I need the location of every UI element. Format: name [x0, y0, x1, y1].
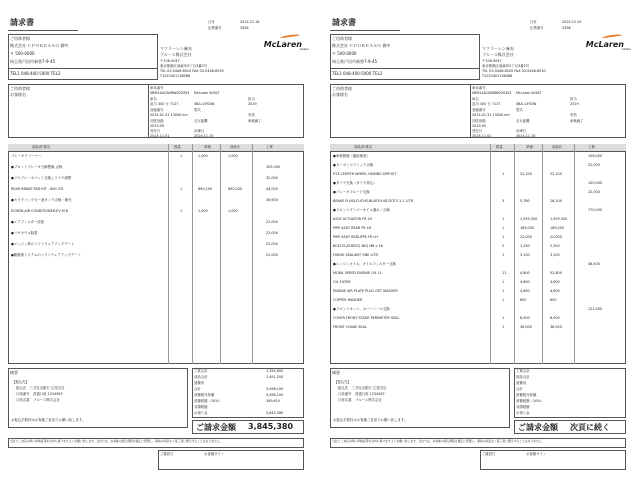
sign-date-label: ご確認日	[160, 452, 174, 456]
vehicle-value-inspection: 有効	[570, 113, 577, 117]
item-name: ●フロントキット、カバーシール交換	[333, 307, 390, 311]
vehicle-divider	[148, 84, 149, 138]
item-qty: 1	[502, 253, 505, 257]
vehicle-label: 受付日	[150, 129, 161, 133]
summary-value: 3,496,100	[266, 387, 284, 391]
item-qty: 1	[502, 298, 505, 302]
meta-label: 伝票番号	[208, 26, 222, 30]
item-unit-price: 1,000	[198, 209, 208, 213]
meta-label: 日付	[208, 20, 215, 24]
item-name: ●エンジンオイル、オイルフィルター交換	[333, 262, 396, 266]
vehicle-label: 受付日	[472, 129, 483, 133]
item-labor: 26,600	[266, 198, 278, 202]
meta-value: 3396	[562, 26, 571, 30]
bank-line: 口座名義 ブルース株式会社	[338, 398, 382, 402]
column-header: 工賃	[588, 145, 595, 149]
column-header: 部品/作業名	[354, 145, 373, 149]
vehicle-label: 担当	[570, 97, 577, 101]
vehicle-value-mileage: 2024.01.31 13000 km	[472, 113, 510, 117]
item-parts-cost: 26,100	[550, 199, 562, 203]
issuer-name-2: ブルース株式会社	[482, 52, 514, 57]
invoice-page-left	[8, 18, 310, 470]
customer-zip: 〒 500-0000	[10, 51, 35, 56]
summary-value: 1,354,800	[266, 369, 284, 373]
vehicle-label: 登録番号	[150, 108, 164, 112]
item-labor: 32,000	[266, 176, 278, 180]
vehicle-label-gomeisha: ご用命者様	[10, 86, 30, 91]
item-parts-cost: 1,000	[228, 154, 238, 158]
item-name: PIPE ASSY REDUPPS FR LH	[333, 235, 378, 239]
vehicle-value-inspection: 有効	[248, 113, 255, 117]
vehicle-value-kata: 4BA-13YDW	[516, 102, 537, 106]
item-qty: 1	[502, 325, 505, 329]
item-name: BOLT-FLAT-BELT(-ND) M8 x 16	[333, 244, 383, 248]
customer-zip: 〒 500-0000	[332, 51, 357, 56]
summary-label: 非課税額	[516, 405, 530, 409]
item-name: PIPE ASSY REAR FR LH	[333, 226, 372, 230]
vehicle-label-customer: お客様名	[10, 92, 26, 97]
vehicle-label: 車検満了	[570, 119, 584, 123]
item-name: ●ブレーキフルード交換	[333, 190, 370, 194]
item-name: P13 CENTER WHEEL HUBING DRP KIT	[333, 172, 397, 176]
vehicle-divider	[470, 84, 471, 138]
item-unit-price: 3,100	[520, 253, 530, 257]
item-qty: 1	[502, 172, 505, 176]
item-unit-price: 189,000	[520, 226, 535, 230]
item-labor: 22,000	[266, 220, 278, 224]
item-parts-cost: 890,200	[228, 187, 243, 191]
column-header: 部品代	[552, 145, 563, 149]
item-unit-price: 4,800	[520, 271, 530, 275]
item-labor: 121,000	[588, 307, 603, 311]
item-name: SCREW-AIR CONDITIONER-EV M 6	[11, 209, 68, 213]
notes-label: 摘要	[10, 370, 18, 375]
vehicle-label: 走行距離	[516, 119, 530, 123]
customer-label-gomeisha: ご用命者様	[10, 36, 30, 41]
item-qty: 1	[502, 289, 505, 293]
vehicle-label: 出庫日	[516, 129, 527, 133]
column-header: 部品代	[230, 145, 241, 149]
bank-label: 【振込先】	[12, 380, 29, 384]
meta-value: 2024.12.29	[562, 20, 582, 24]
item-name: ●カラクリングカー液タンク点検・補充	[11, 198, 72, 202]
mclaren-logo-text: McLaren	[263, 40, 302, 49]
meta-value: 3394	[240, 26, 249, 30]
item-name: ASSY ACTUATOR FR LH	[333, 217, 373, 221]
item-name: ●エンジン系のソフトウェアアップデート	[11, 242, 75, 246]
summary-label: 合計	[194, 387, 201, 391]
item-parts-cost: 52,800	[550, 271, 562, 275]
customer-divider	[8, 68, 158, 69]
item-unit-price: 600	[520, 298, 527, 302]
total-label: ご請求金額	[518, 423, 558, 432]
customer-name: 株式会社 ＣＰＯＲＥＡＳＯ 御中	[332, 43, 391, 48]
item-name: ●フロントブレーキ分解整備 点検	[11, 165, 63, 169]
issuer-name-1: マクラーレン麻布	[160, 46, 192, 51]
item-qty: 1	[502, 226, 505, 230]
item-parts-cost: 22,100	[550, 172, 562, 176]
vehicle-label-gomeisha: ご用命者様	[332, 86, 352, 91]
total-label: ご請求金額	[196, 423, 236, 432]
issuer-name-2: ブルース株式会社	[160, 52, 192, 57]
item-labor: 156,000	[588, 154, 603, 158]
meta-label: 日付	[530, 20, 537, 24]
item-unit-price: 1,559,300	[520, 217, 538, 221]
notes-footer: お振込手数料はお客様ご負担でお願い致します。	[333, 418, 408, 422]
item-name: COPPER WASHER	[333, 298, 363, 302]
bank-line: 口座番号 普通口座 1234567	[16, 392, 63, 396]
customer-tel: TEL1 048-400-5000 TEL2	[332, 71, 383, 76]
item-parts-cost: 189,000	[550, 226, 565, 230]
item-labor: 105,000	[266, 165, 281, 169]
mclaren-logo	[585, 40, 632, 51]
issuer-tel: TEL 03-5446-8520 FAX 03-5446-8530	[160, 69, 224, 73]
item-name: OIL FILTER	[333, 280, 351, 284]
column-header: 単価	[204, 145, 211, 149]
summary-label: 非課税額	[194, 405, 208, 409]
vehicle-value-delivered: 2024.11.15	[516, 134, 536, 138]
item-labor: 22,000	[266, 253, 278, 257]
vehicle-value-person: 2019	[570, 102, 579, 106]
summary-label: 消費税額（10%）	[194, 399, 222, 403]
item-labor: 22,000	[588, 163, 600, 167]
issuer-address: 東京都港区南麻布5丁目3番2号	[160, 64, 208, 68]
item-name: MOBIL SPEED ENGINE OIL 1L	[333, 271, 382, 275]
item-qty: 1	[180, 187, 183, 191]
vehicle-label: 車名	[472, 97, 479, 101]
column-header: 数量	[174, 145, 181, 149]
item-qty: 1	[180, 154, 183, 158]
bank-line: 振込先 三井住友銀行 広尾支店	[338, 386, 387, 390]
sign-customer-label: お客様サイン	[204, 452, 225, 456]
vehicle-value-delivered: 2024.11.15	[194, 134, 214, 138]
summary-label: お預り金	[194, 411, 208, 415]
item-parts-cost: 1,000	[228, 209, 238, 213]
item-name: BRAKE FLUID-FUCHS-BLUEFLUID DOT5.1-1 LITR	[333, 199, 413, 203]
item-qty: 1	[180, 209, 183, 213]
item-qty: 1	[502, 280, 505, 284]
issuer-tel: TEL 03-5446-8520 FAX 03-5446-8530	[482, 69, 546, 73]
item-parts-cost: 8,900	[550, 316, 560, 320]
sign-customer-label: お客様サイン	[526, 452, 547, 456]
mclaren-logo-sub: Azabu	[299, 47, 310, 51]
summary-label: 工賃合計	[516, 369, 530, 373]
issuer-registration: T1010401136068	[160, 74, 191, 78]
item-unit-price: 1,000	[198, 154, 208, 158]
notes-label: 摘要	[332, 370, 340, 375]
column-header: 数量	[496, 145, 503, 149]
vehicle-value-kata: 4BA-13YDW	[194, 102, 215, 106]
summary-label: 諸費用	[516, 381, 527, 385]
vehicle-label: 型式	[516, 108, 523, 112]
title-underline	[330, 30, 400, 31]
item-labor: 770,000	[588, 208, 603, 212]
item-name: ENGINE AIR PLATE PLUG GET WASHER	[333, 289, 398, 293]
item-unit-price: 22,100	[520, 172, 532, 176]
item-qty: 2	[502, 244, 505, 248]
notes-footer: お振込手数料はお客様ご負担でお願い致します。	[11, 418, 86, 422]
summary-value: 3,845,380	[266, 411, 284, 415]
vehicle-label: 車名	[150, 97, 157, 101]
summary-value: 349,610	[266, 399, 281, 403]
meta-label: 伝票番号	[530, 26, 544, 30]
summary-label: 消費税額（10%）	[516, 399, 544, 403]
item-qty: 3	[502, 199, 505, 203]
customer-address: 埼玉県戸田市新曽7-9-45	[10, 59, 56, 64]
issuer-registration: T1010401136068	[482, 74, 513, 78]
vehicle-label-customer: お客様名	[332, 92, 348, 97]
item-qty: 1	[502, 217, 505, 221]
item-unit-price: 5,780	[520, 199, 530, 203]
item-name: REAR BRAKE PAD KIT - 600 LTS	[11, 187, 64, 191]
item-labor: 22,000	[588, 190, 600, 194]
customer-address: 埼玉県戸田市新曽7-9-45	[332, 59, 378, 64]
total-value: 3,845,380	[248, 422, 294, 431]
bank-label: 【振込先】	[334, 380, 351, 384]
summary-label: 消費税対象額	[516, 393, 537, 397]
column-header: 部品/作業名	[32, 145, 51, 149]
mclaren-logo-text: McLaren	[585, 40, 624, 49]
items-header	[8, 144, 304, 152]
vehicle-value-reg: 品川 300 せ 7127	[472, 102, 501, 106]
item-parts-cost: 3,100	[550, 253, 560, 257]
item-labor: 48,400	[588, 262, 600, 266]
customer-label-gomeisha: ご用命者様	[332, 36, 352, 41]
item-name: ●リヤブレーキパット交換しワイヤ調整	[11, 176, 72, 180]
mclaren-logo-sub: Azabu	[621, 47, 632, 51]
summary-label: 諸費用	[194, 381, 205, 385]
mclaren-logo	[263, 40, 310, 51]
vehicle-label: 車体番号	[472, 86, 486, 90]
summary-label: 部品合計	[194, 375, 208, 379]
issuer-zip: 〒106-0047	[482, 59, 502, 63]
vehicle-value-model: McLaren 600LT	[516, 91, 542, 95]
title-underline	[8, 30, 78, 31]
summary-label: 合計	[516, 387, 523, 391]
invoice-title: 請求書	[10, 18, 34, 27]
column-header: 単価	[526, 145, 533, 149]
invoice-page-right	[330, 18, 632, 470]
item-labor: 44,000	[266, 187, 278, 191]
customer-tel: TEL1 048-400-5000 TEL2	[10, 71, 61, 76]
item-labor: 22,000	[266, 231, 278, 235]
bank-line: 口座番号 普通口座 1234567	[338, 392, 385, 396]
sign-box	[158, 450, 304, 470]
customer-name: 株式会社 ＣＰＯＲＥＡＳＯ 御中	[10, 43, 69, 48]
item-qty: 1	[502, 316, 505, 320]
item-parts-cost: 600	[550, 298, 557, 302]
item-qty: 11	[502, 271, 507, 275]
summary-label: 工賃合計	[194, 369, 208, 373]
vehicle-label: 登録番号	[472, 108, 486, 112]
vehicle-value-received: 2024.11.01	[150, 134, 170, 138]
sign-date-label: ご確認日	[482, 452, 496, 456]
item-parts-cost: 22,000	[550, 235, 562, 239]
item-parts-cost: 1,559,300	[550, 217, 568, 221]
item-unit-price: 36,000	[520, 325, 532, 329]
vehicle-value-received: 2024.11.01	[472, 134, 492, 138]
summary-value: 1,491,200	[266, 375, 284, 379]
total-value: 次頁に続く	[570, 423, 610, 432]
vehicle-label: 担当	[248, 97, 255, 101]
summary-label: 部品合計	[516, 375, 530, 379]
footer-text: 当社にご来店の際に車検証等をお持ち頂けますようお願い致します。当社では、お客様の個人情報を適正に管理し、事前の同意なく第三者に開示することはありません。	[10, 439, 223, 443]
issuer-name-1: マクラーレン麻布	[482, 46, 514, 51]
vehicle-value-mileage: 2024.01.31 13000 km	[150, 113, 188, 117]
vehicle-value-person: 2019	[248, 102, 257, 106]
item-name: ●車検整備（継続検査）	[333, 154, 370, 158]
invoice-title: 請求書	[332, 18, 356, 27]
sign-box	[480, 450, 626, 470]
item-unit-price: 22,000	[520, 235, 532, 239]
item-name: ●駆動系システムのソフトウェアアップデート	[11, 253, 81, 257]
footer-text: 当社にご来店の際に車検証等をお持ち頂けますようお願い致します。当社では、お客様の個人情報を適正に管理し、事前の同意なく第三者に開示することはありません。	[332, 439, 545, 443]
item-name: COVER-FRONT STAGE PERIMETER SEAL	[333, 316, 400, 320]
item-name: ●カーボンセラミック点検	[333, 163, 374, 167]
vehicle-label: 走行距離	[194, 119, 208, 123]
summary-label: 消費税対象額	[194, 393, 215, 397]
item-unit-price: 1,150	[520, 244, 530, 248]
vehicle-value-reg: 品川 300 せ 7127	[150, 102, 179, 106]
vehicle-label: 型式	[194, 108, 201, 112]
vehicle-value-first_reg: 2019.05	[150, 124, 165, 128]
item-name: ●タイヤ交換（タイヤ持込）	[333, 181, 377, 185]
item-parts-cost: 2,300	[550, 244, 560, 248]
summary-label: お預り金	[516, 411, 530, 415]
vehicle-value-model: McLaren 600LT	[194, 91, 220, 95]
item-labor: 100,000	[588, 181, 603, 185]
item-qty: 1	[502, 235, 505, 239]
bank-line: 振込先 三井住友銀行 広尾支店	[16, 386, 65, 390]
vehicle-label: 車体番号	[150, 86, 164, 90]
item-unit-price: 4,800	[520, 289, 530, 293]
item-name: ●リヤカウル脱着	[11, 231, 38, 235]
item-name: FRONT CHASE SEAL	[333, 325, 367, 329]
vehicle-label: 出庫日	[194, 129, 205, 133]
item-parts-cost: 36,000	[550, 325, 562, 329]
column-header: 工賃	[266, 145, 273, 149]
vehicle-label: 初度登録	[472, 119, 486, 123]
vehicle-value-frame: SBM14ACB4RW000353	[150, 91, 190, 95]
summary-value: 3,496,100	[266, 393, 284, 397]
customer-divider	[330, 68, 480, 69]
items-header	[330, 144, 626, 152]
vehicle-value-first_reg: 2019.05	[472, 124, 487, 128]
item-name: ●フロントダンパーオイル漏れ／点検	[333, 208, 390, 212]
item-name: ●エアフィルター清掃	[11, 220, 45, 224]
item-labor: 22,000	[266, 242, 278, 246]
item-name: ブレーキクリーナー	[11, 154, 42, 158]
meta-value: 2024.12.16	[240, 20, 260, 24]
bank-line: 口座名義 ブルース株式会社	[16, 398, 60, 402]
item-name: FIXING SEALANT ONE LITR	[333, 253, 378, 257]
item-unit-price: 890,200	[198, 187, 213, 191]
vehicle-value-frame: SBM14ACB4RW000353	[472, 91, 512, 95]
item-parts-cost: 4,800	[550, 289, 560, 293]
item-unit-price: 4,600	[520, 280, 530, 284]
vehicle-label: 初度登録	[150, 119, 164, 123]
vehicle-label: 車検満了	[248, 119, 262, 123]
issuer-address: 東京都港区南麻布5丁目3番2号	[482, 64, 530, 68]
item-unit-price: 8,900	[520, 316, 530, 320]
issuer-zip: 〒106-0047	[160, 59, 180, 63]
item-parts-cost: 4,600	[550, 280, 560, 284]
